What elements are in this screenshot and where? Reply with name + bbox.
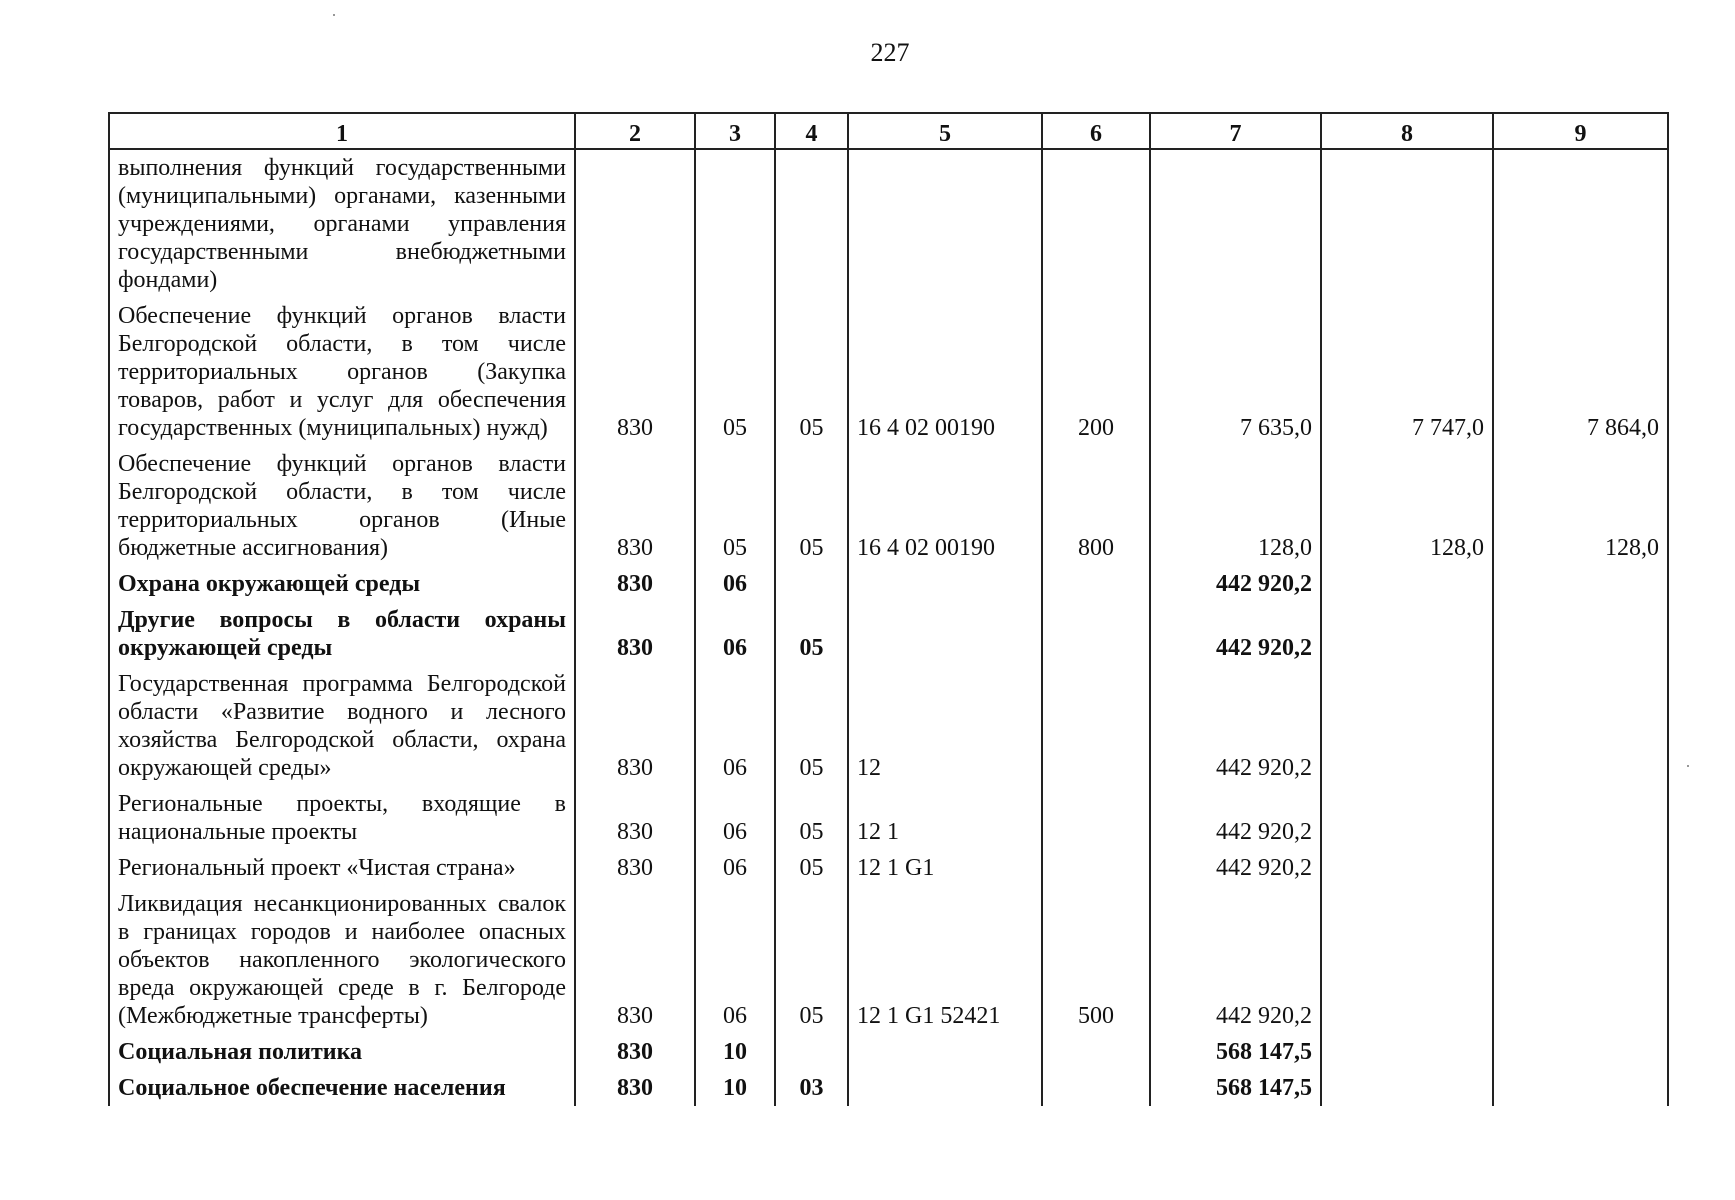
- grbs-code-cell: 830: [575, 298, 695, 446]
- section-code-cell: 06: [695, 786, 775, 850]
- amount-year-3-cell: [1493, 1070, 1668, 1106]
- table-row: [109, 602, 1668, 666]
- amount-year-3-cell: [1493, 886, 1668, 1034]
- column-header: 5: [848, 113, 1042, 149]
- amount-year-1-cell: 7 635,0: [1150, 298, 1321, 446]
- amount-year-1-cell: 128,0: [1150, 446, 1321, 566]
- target-article-cell: 12 1 G1: [848, 850, 1042, 886]
- amount-year-3-cell: [1493, 1034, 1668, 1070]
- section-code-cell: 06: [695, 566, 775, 602]
- expense-name-cell: Региональный проект «Чистая страна»: [109, 850, 575, 886]
- grbs-code-cell: 830: [575, 446, 695, 566]
- amount-year-1-cell: 442 920,2: [1150, 850, 1321, 886]
- column-header: 8: [1321, 113, 1493, 149]
- expense-type-cell: [1042, 1070, 1150, 1106]
- target-article-cell: 12 1: [848, 786, 1042, 850]
- target-article-cell: 16 4 02 00190: [848, 446, 1042, 566]
- amount-year-3-cell: [1493, 666, 1668, 786]
- amount-year-3-cell: [1493, 602, 1668, 666]
- expense-type-cell: [1042, 1034, 1150, 1070]
- amount-year-1-cell: [1150, 149, 1321, 298]
- table-row: [109, 298, 1668, 446]
- grbs-code-cell: 830: [575, 566, 695, 602]
- amount-year-2-cell: [1321, 1034, 1493, 1070]
- table-row: [109, 1034, 1668, 1070]
- section-code-cell: 06: [695, 602, 775, 666]
- table-row: [109, 666, 1668, 786]
- amount-year-3-cell: [1493, 786, 1668, 850]
- amount-year-3-cell: [1493, 850, 1668, 886]
- table-row: [109, 850, 1668, 886]
- grbs-code-cell: 830: [575, 602, 695, 666]
- subsection-code-cell: 05: [775, 446, 848, 566]
- section-code-cell: 05: [695, 446, 775, 566]
- target-article-cell: 16 4 02 00190: [848, 298, 1042, 446]
- scan-dot: [333, 14, 335, 16]
- grbs-code-cell: 830: [575, 1070, 695, 1106]
- scan-dot: [1687, 765, 1689, 767]
- expense-name-cell: Обеспечение функций органов власти Белгородской области, в том числе территориальных органов (Иные бюджетные ассигнования): [109, 446, 575, 566]
- amount-year-2-cell: [1321, 786, 1493, 850]
- grbs-code-cell: 830: [575, 666, 695, 786]
- expense-name-cell: Ликвидация несанкционированных свалок в границах городов и наиболее опасных объектов накопленного экологического вреда окружающей среде в г. Белгороде (Межбюджетные трансферты): [109, 886, 575, 1034]
- expense-name-cell: Государственная программа Белгородской области «Развитие водного и лесного хозяйства Белгородской области, охрана окружающей среды»: [109, 666, 575, 786]
- expense-type-cell: 500: [1042, 886, 1150, 1034]
- expense-type-cell: [1042, 850, 1150, 886]
- subsection-code-cell: [775, 566, 848, 602]
- target-article-cell: 12: [848, 666, 1042, 786]
- table-row: [109, 566, 1668, 602]
- amount-year-3-cell: 7 864,0: [1493, 298, 1668, 446]
- target-article-cell: [848, 1034, 1042, 1070]
- amount-year-1-cell: 568 147,5: [1150, 1070, 1321, 1106]
- target-article-cell: [848, 1070, 1042, 1106]
- expense-type-cell: [1042, 786, 1150, 850]
- expense-name-cell: Региональные проекты, входящие в национальные проекты: [109, 786, 575, 850]
- subsection-code-cell: 05: [775, 666, 848, 786]
- column-header: 3: [695, 113, 775, 149]
- table-row: [109, 886, 1668, 1034]
- subsection-code-cell: 05: [775, 298, 848, 446]
- expense-type-cell: [1042, 149, 1150, 298]
- target-article-cell: [848, 149, 1042, 298]
- expense-name-cell: Социальная политика: [109, 1034, 575, 1070]
- grbs-code-cell: [575, 149, 695, 298]
- amount-year-3-cell: [1493, 566, 1668, 602]
- amount-year-2-cell: [1321, 886, 1493, 1034]
- subsection-code-cell: 05: [775, 786, 848, 850]
- expense-name-cell: Обеспечение функций органов власти Белгородской области, в том числе территориальных органов (Закупка товаров, работ и услуг для обеспечения государственных (муниципальных) нужд): [109, 298, 575, 446]
- target-article-cell: [848, 602, 1042, 666]
- table-row: [109, 1070, 1668, 1106]
- target-article-cell: [848, 566, 1042, 602]
- amount-year-2-cell: [1321, 850, 1493, 886]
- column-header: 7: [1150, 113, 1321, 149]
- amount-year-1-cell: 442 920,2: [1150, 786, 1321, 850]
- amount-year-1-cell: 442 920,2: [1150, 886, 1321, 1034]
- subsection-code-cell: 05: [775, 850, 848, 886]
- subsection-code-cell: 05: [775, 602, 848, 666]
- expense-type-cell: 200: [1042, 298, 1150, 446]
- page-number: 227: [870, 38, 910, 67]
- column-header: 6: [1042, 113, 1150, 149]
- table-row: [109, 786, 1668, 850]
- budget-table-container: [108, 112, 1669, 1106]
- column-header: 1: [109, 113, 575, 149]
- expense-type-cell: [1042, 666, 1150, 786]
- expense-type-cell: [1042, 602, 1150, 666]
- grbs-code-cell: 830: [575, 786, 695, 850]
- amount-year-2-cell: [1321, 666, 1493, 786]
- table-row: [109, 446, 1668, 566]
- section-code-cell: [695, 149, 775, 298]
- budget-table: [108, 112, 1669, 1106]
- amount-year-2-cell: [1321, 1070, 1493, 1106]
- amount-year-3-cell: 128,0: [1493, 446, 1668, 566]
- section-code-cell: 05: [695, 298, 775, 446]
- subsection-code-cell: [775, 1034, 848, 1070]
- expense-name-cell: Охрана окружающей среды: [109, 566, 575, 602]
- expense-type-cell: [1042, 566, 1150, 602]
- amount-year-1-cell: 442 920,2: [1150, 566, 1321, 602]
- expense-name-cell: Социальное обеспечение населения: [109, 1070, 575, 1106]
- amount-year-2-cell: [1321, 566, 1493, 602]
- subsection-code-cell: 05: [775, 886, 848, 1034]
- amount-year-2-cell: 7 747,0: [1321, 298, 1493, 446]
- expense-type-cell: 800: [1042, 446, 1150, 566]
- subsection-code-cell: [775, 149, 848, 298]
- header-row: [109, 113, 1668, 149]
- section-code-cell: 06: [695, 886, 775, 1034]
- column-header: 2: [575, 113, 695, 149]
- column-header: 4: [775, 113, 848, 149]
- section-code-cell: 06: [695, 666, 775, 786]
- subsection-code-cell: 03: [775, 1070, 848, 1106]
- amount-year-2-cell: [1321, 149, 1493, 298]
- grbs-code-cell: 830: [575, 850, 695, 886]
- amount-year-2-cell: 128,0: [1321, 446, 1493, 566]
- grbs-code-cell: 830: [575, 1034, 695, 1070]
- column-header: 9: [1493, 113, 1668, 149]
- amount-year-1-cell: 568 147,5: [1150, 1034, 1321, 1070]
- section-code-cell: 10: [695, 1070, 775, 1106]
- section-code-cell: 10: [695, 1034, 775, 1070]
- expense-name-cell: выполнения функций государственными (муниципальными) органами, казенными учреждениями, органами управления государственными внебюджетными фондами): [109, 149, 575, 298]
- amount-year-1-cell: 442 920,2: [1150, 602, 1321, 666]
- amount-year-2-cell: [1321, 602, 1493, 666]
- table-row: [109, 149, 1668, 298]
- target-article-cell: 12 1 G1 52421: [848, 886, 1042, 1034]
- grbs-code-cell: 830: [575, 886, 695, 1034]
- expense-name-cell: Другие вопросы в области охраны окружающей среды: [109, 602, 575, 666]
- amount-year-3-cell: [1493, 149, 1668, 298]
- section-code-cell: 06: [695, 850, 775, 886]
- amount-year-1-cell: 442 920,2: [1150, 666, 1321, 786]
